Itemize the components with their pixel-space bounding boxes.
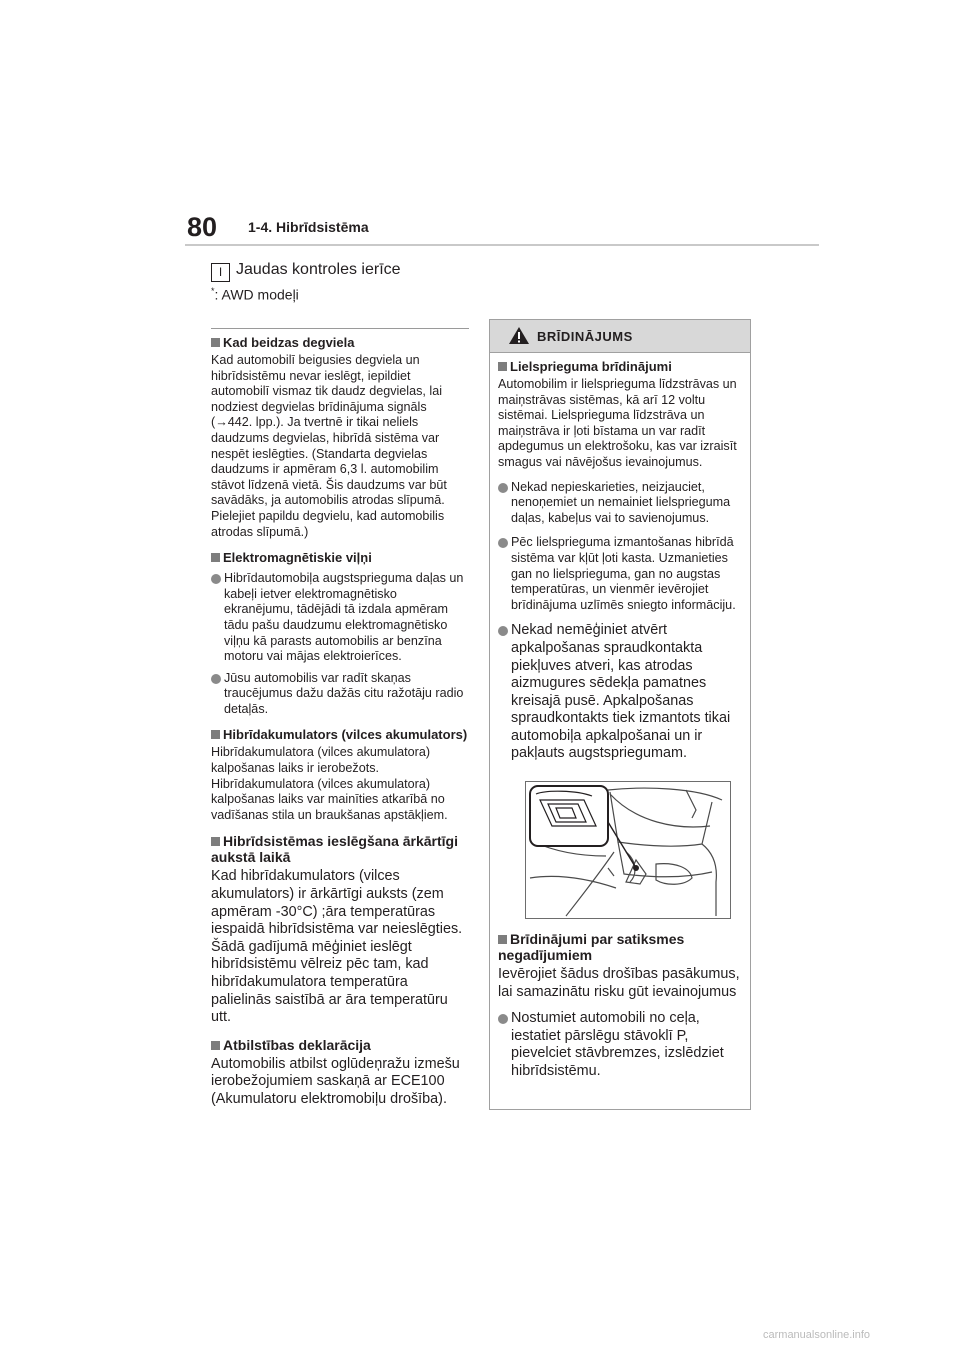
footer-site: carmanualsonline.info (763, 1329, 871, 1341)
square-bullet-icon (498, 935, 507, 944)
section-heading: Kad beidzas degviela (211, 335, 469, 350)
header-divider (185, 244, 819, 246)
section-heading: Hibrīdsistēmas ieslēgšana ārkārtīgi aukstā laikā (211, 833, 458, 866)
square-bullet-icon (211, 553, 220, 562)
bullet-item: Jūsu automobilis var radīt skaņas traucējumus dažu dažās citu ražotāju radio detaļās. (211, 671, 469, 718)
bullet-item: Nostumiet automobili no ceļa, iestatiet pārslēgu stāvoklī P, pievelciet stāvbremzes, izslēdziet hibrīdsistēmu. (498, 1010, 742, 1080)
round-bullet-icon (211, 574, 221, 584)
warning-title: BRĪDINĀJUMS (537, 329, 633, 344)
round-bullet-icon (498, 538, 508, 548)
left-column (211, 328, 469, 1109)
list-item-marker: I (211, 263, 230, 282)
square-bullet-icon (211, 837, 220, 846)
warning-body (490, 359, 750, 1081)
round-bullet-icon (498, 483, 508, 493)
warning-header (490, 320, 750, 353)
section-heading: Hibrīdakumulators (vilces akumulators) (211, 727, 469, 742)
rear-seat-drawing (526, 782, 730, 918)
warning-box (489, 319, 751, 1110)
bullet-item: Nekad nemēģiniet atvērt apkalpošanas spraudkontakta piekļuves atveri, kas atrodas aizmugures sēdekļa pamatnes kreisajā pusē. Apkalpošanas spraudkontakts tiek izmantots tikai automobiļa apkalpošanai un ir pakļauts augstspriegumam. (498, 622, 742, 763)
square-bullet-icon (498, 362, 507, 371)
section-heading: Atbilstības deklarācija (211, 1037, 469, 1053)
paragraph: Automobilis atbilst oglūdeņražu izmešu ierobežojumiem saskaņā ar ECE100 (Akumulatoru elektromobiļu drošība). (211, 1055, 460, 1107)
round-bullet-icon (498, 626, 508, 636)
section-heading: Lielsprieguma brīdinājumi (498, 359, 742, 374)
round-bullet-icon (498, 1014, 508, 1024)
bullet-item: Nekad nepieskarieties, neizjauciet, nenoņemiet un nemainiet lielsprieguma daļas, kabeļus vai to savienojumus. (498, 480, 742, 527)
chapter-title: 1-4. Hibrīdsistēma (248, 219, 369, 235)
square-bullet-icon (211, 730, 220, 739)
round-bullet-icon (211, 674, 221, 684)
square-bullet-icon (211, 1041, 220, 1050)
paragraph: Hibrīdakumulatora (vilces akumulatora) kalpošanas laiks ir ierobežots. Hibrīdakumulatora (vilces akumulatora) kalpošanas laiks var mainīties atkarībā no vadīšanas stila un braukšanas apstākļiem. (211, 745, 448, 822)
section-rule (211, 328, 469, 329)
service-plug-illustration (525, 781, 731, 919)
page-number: 80 (187, 212, 218, 242)
paragraph: Kad automobilī beigusies degviela un hibrīdsistēmu nevar ieslēgt, iepildiet automobilī vismaz tik daudz degvielas, lai nodziest degvielas brīdinājuma signāls (→442. lpp.). Ja tvertnē ir tikai neliels daudzums degvielas, hibrīdā sistēma var nespēt ieslēgties. (Standarta degvielas daudzums ir apmēram 6,3 l. automobilim stāvot līdzenā vietā. Šis daudzums var būt savādāks, ja automobilis atrodas slīpumā. Pielejiet papildu degvielu, kad automobilis atrodas slīpumā.) (211, 353, 447, 539)
section-heading: Elektromagnētiskie viļņi (211, 550, 469, 565)
warning-triangle-icon (508, 326, 530, 345)
footnote-mark: * (211, 286, 215, 296)
bullet-item: Hibrīdautomobiļa augstsprieguma daļas un kabeļi ietver elektromagnētisko ekranējumu, tādējādi tā izdala apmēram tādu pašu daudzumu elektromagnētisko viļņu kā parasts automobilis ar benzīna motoru vai mājas elektroierīces. (211, 571, 469, 665)
section-heading: Brīdinājumi par satiksmes negadījumiem (498, 931, 685, 964)
paragraph: Ievērojiet šādus drošības pasākumus, lai samazinātu risku gūt ievainojumus (498, 966, 740, 1000)
paragraph: Kad hibrīdakumulators (vilces akumulators) ir ārkārtīgi auksts (zem apmēram -30°C) ;āra temperatūras iespaidā hibrīdsistēma var neieslēgties. Šādā gadījumā mēģiniet ieslēgt hibrīdsistēmu vēlreiz pēc tam, kad hibrīdakumulatora temperatūra palielinās saistībā ar āra temperatūru utt. (211, 868, 463, 1026)
paragraph: Automobilim ir lielsprieguma līdzstrāvas un maiņstrāvas sistēmas, kā arī 12 voltu sistēmai. Lielsprieguma līdzstrāva un maiņstrāva ir ļoti bīstama un var radīt apdegumus un elektrošoku, kas var izraisīt smagus vai nāvējošus ievainojumus. (498, 377, 737, 469)
square-bullet-icon (211, 338, 220, 347)
footnote-text: : AWD modeļi (214, 286, 299, 303)
bullet-item: Pēc lielsprieguma izmantošanas hibrīdā sistēma var kļūt ļoti kasta. Uzmanieties gan no lielsprieguma, gan no augstas temperatūras, un vienmēr ievērojiet brīdinājuma uzlīmēs sniegto informāciju. (498, 535, 742, 613)
list-item-label: Jaudas kontroles ierīce (236, 261, 401, 278)
footnote (211, 286, 299, 303)
